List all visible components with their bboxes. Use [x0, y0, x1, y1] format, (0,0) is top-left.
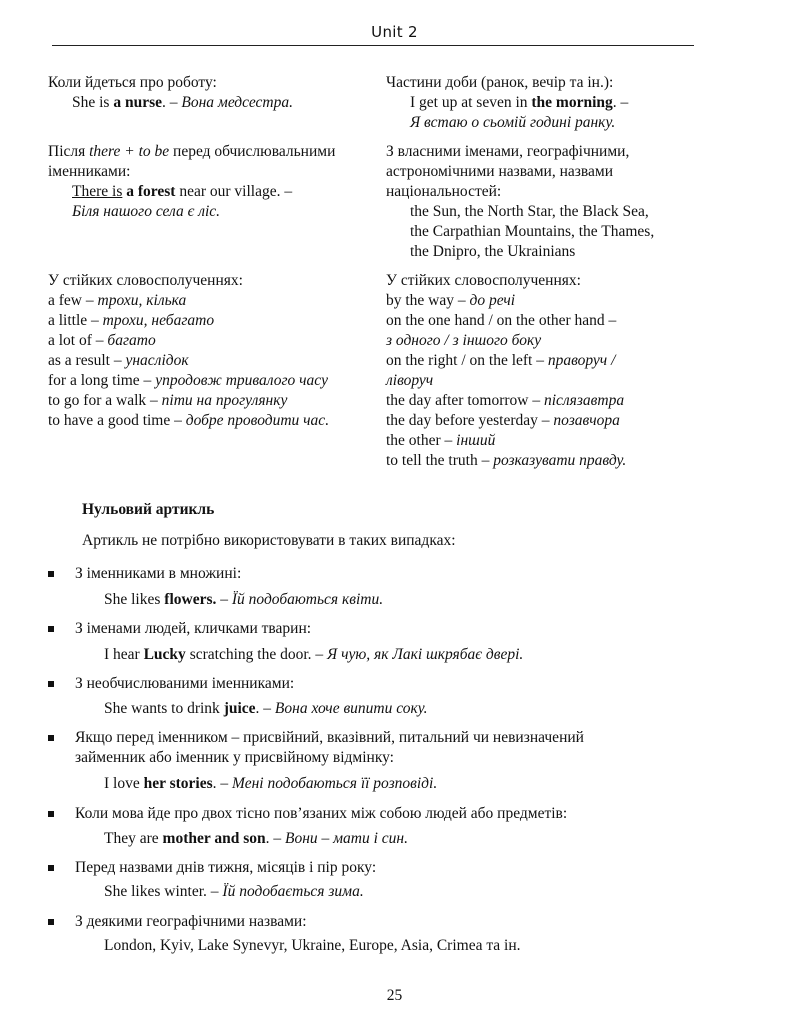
example-translation: Біля нашого села є ліс. [72, 203, 221, 220]
phrase-item: to have a good time – добре проводити час. [48, 412, 330, 429]
example: I hear Lucky scratching the door. – Я чую, як Лакі шкрябає двері. [104, 646, 524, 663]
example: the Carpathian Mountains, the Thames, [410, 223, 655, 240]
phrase-item: a little – трохи, небагато [48, 312, 215, 329]
bullet-square-icon [48, 626, 54, 632]
example: There is a forest near our village. – [72, 183, 293, 200]
example: I love her stories. – Мені подобаються її розповіді. [104, 775, 438, 792]
section-title: Нульовий артикль [82, 501, 215, 518]
rule-text: З деякими географічними назвами: [75, 913, 307, 930]
running-header: Unit 2 [371, 23, 418, 41]
example: They are mother and son. – Вони – мати і син. [104, 830, 408, 847]
phrase-item: a few – трохи, кілька [48, 292, 187, 309]
example: She likes flowers. – Їй подобаються квіти. [104, 591, 384, 608]
rule-text: Якщо перед іменником – присвійний, вказівний, питальний чи невизначений [75, 729, 584, 746]
rule-text: національностей: [386, 183, 502, 200]
phrase-item: by the way – до речі [386, 292, 516, 309]
rule-text: Перед назвами днів тижня, місяців і пір року: [75, 859, 377, 876]
phrase-item: the day before yesterday – позавчора [386, 412, 620, 429]
right-block-set-phrases [386, 271, 726, 471]
rule-text: Після there + to be перед обчислювальними [48, 143, 336, 160]
example: She is a nurse. – Вона медсестра. [72, 94, 293, 111]
example: London, Kyiv, Lake Synevyr, Ukraine, Europe, Asia, Crimea та ін. [104, 937, 521, 954]
rule-text: займенник або іменник у присвійному відмінку: [75, 749, 394, 766]
bullet-square-icon [48, 811, 54, 817]
section-intro: Артикль не потрібно використовувати в таких випадках: [82, 532, 456, 549]
example-translation: Я встаю о сьомій годині ранку. [410, 114, 616, 131]
bullet-square-icon [48, 865, 54, 871]
bullet-square-icon [48, 735, 54, 741]
example: I get up at seven in the morning. – [410, 94, 629, 111]
rule-text: З необчислюваними іменниками: [75, 675, 295, 692]
rule-text: Частини доби (ранок, вечір та ін.): [386, 74, 614, 91]
header-rule [52, 45, 694, 46]
example: the Sun, the North Star, the Black Sea, [410, 203, 649, 220]
left-block-there-is [48, 142, 383, 222]
phrase-item: ліворуч [386, 372, 434, 389]
left-block-set-phrases [48, 271, 383, 431]
rule-text: астрономічними назвами, назвами [386, 163, 613, 180]
bullet-square-icon [48, 571, 54, 577]
phrase-item: for a long time – упродовж тривалого часу [48, 372, 328, 389]
rule-text: З іменниками в множині: [75, 565, 242, 582]
phrase-item: to tell the truth – розказувати правду. [386, 452, 627, 469]
phrase-item: on the right / on the left – праворуч / [386, 352, 616, 369]
rule-text: Коли йдеться про роботу: [48, 74, 217, 91]
rule-text: З іменами людей, кличками тварин: [75, 620, 312, 637]
example: the Dnipro, the Ukrainians [410, 243, 576, 260]
bullet-square-icon [48, 919, 54, 925]
example: She wants to drink juice. – Вона хоче випити соку. [104, 700, 428, 717]
page-number: 25 [386, 987, 403, 1004]
phrase-item: on the one hand / on the other hand – [386, 312, 617, 329]
phrase-item: as a result – унаслідок [48, 352, 189, 369]
phrase-item: to go for a walk – піти на прогулянку [48, 392, 288, 409]
left-block-profession [48, 73, 383, 113]
right-block-parts-of-day [386, 73, 726, 133]
block-title: У стійких словосполученнях: [48, 272, 243, 289]
rule-text: Коли мова йде про двох тісно пов’язаних між собою людей або предметів: [75, 805, 568, 822]
example: She likes winter. – Їй подобається зима. [104, 883, 364, 900]
rule-text: іменниками: [48, 163, 131, 180]
rule-text: З власними іменами, географічними, [386, 143, 630, 160]
phrase-item: the day after tomorrow – післязавтра [386, 392, 625, 409]
block-title: У стійких словосполученнях: [386, 272, 581, 289]
bullet-square-icon [48, 681, 54, 687]
phrase-item: з одного / з іншого боку [386, 332, 542, 349]
phrase-item: the other – інший [386, 432, 496, 449]
right-block-proper-names [386, 142, 726, 262]
phrase-item: a lot of – багато [48, 332, 156, 349]
